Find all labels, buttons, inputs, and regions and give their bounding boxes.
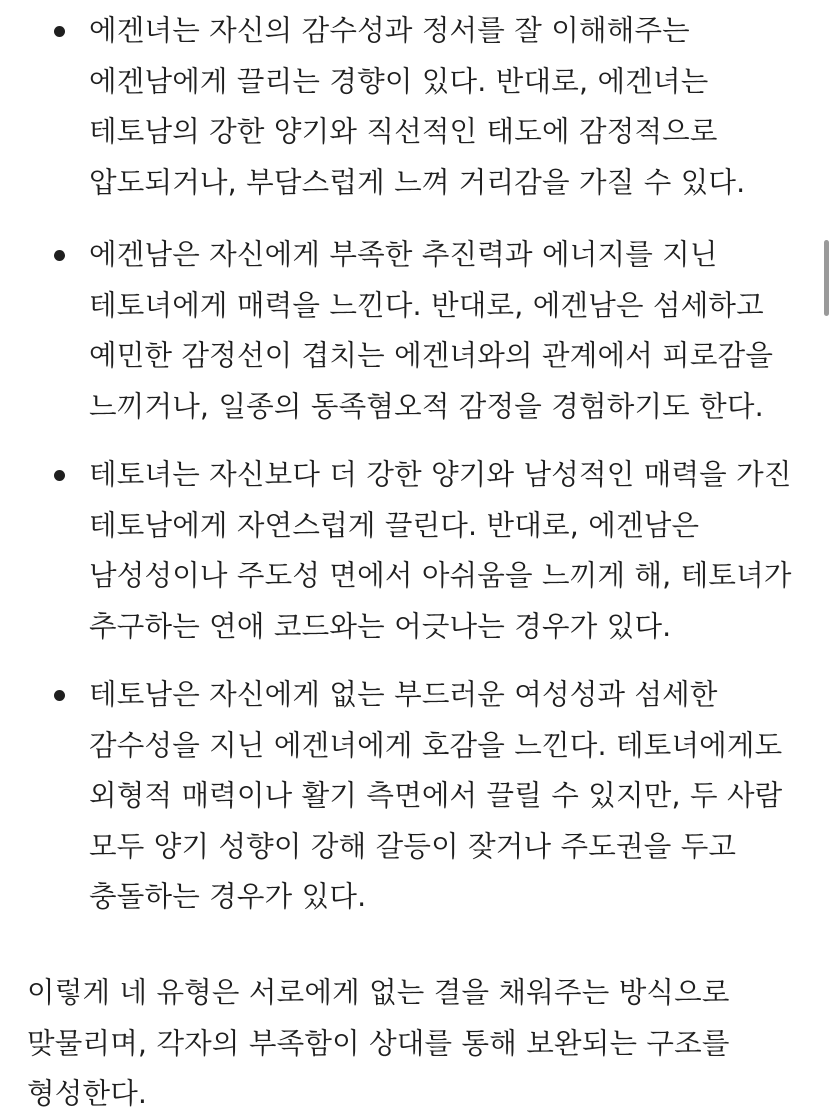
bullet-icon: [54, 690, 65, 701]
scrollbar-thumb[interactable]: [824, 240, 829, 316]
bullet-icon: [54, 26, 65, 37]
conclusion-paragraph: 이렇게 네 유형은 서로에게 없는 결을 채워주는 방식으로 맞물리며, 각자의 부족함이 상대를 통해 보완되는 구조를 형성한다.: [27, 976, 730, 1110]
bullet-icon: [54, 250, 65, 261]
list-item-text: 에겐녀는 자신의 감수성과 정서를 잘 이해해주는 에겐남에게 끌리는 경향이 있다. 반대로, 에겐녀는 테토남의 강한 양기와 직선적인 태도에 감정적으로 압도되거나, 부담스럽게 느껴 거리감을 가질 수 있다.: [89, 14, 746, 199]
scrollbar[interactable]: [821, 0, 835, 1067]
list-item-text: 테토녀는 자신보다 더 강한 양기와 남성적인 매력을 가진 테토남에게 자연스럽게 끌린다. 반대로, 에겐남은 남성성이나 주도성 면에서 아쉬움을 느끼게 해, 테토녀가 추구하는 연애 코드와는 어긋나는 경우가 있다.: [89, 458, 792, 643]
bullet-icon: [54, 470, 65, 481]
list-item-text: 테토남은 자신에게 없는 부드러운 여성성과 섬세한 감수성을 지닌 에겐녀에게 호감을 느낀다. 테토녀에게도 외형적 매력이나 활기 측면에서 끌릴 수 있지만, 두 사람 모두 양기 성향이 강해 갈등이 잦거나 주도권을 두고 충돌하는 경우가 있다.: [89, 678, 783, 913]
list-item-text: 에겐남은 자신에게 부족한 추진력과 에너지를 지닌 테토녀에게 매력을 느낀다. 반대로, 에겐남은 섬세하고 예민한 감정선이 겹치는 에겐녀와의 관계에서 피로감을 느끼거나, 일종의 동족혐오적 감정을 경험하기도 한다.: [89, 238, 774, 423]
